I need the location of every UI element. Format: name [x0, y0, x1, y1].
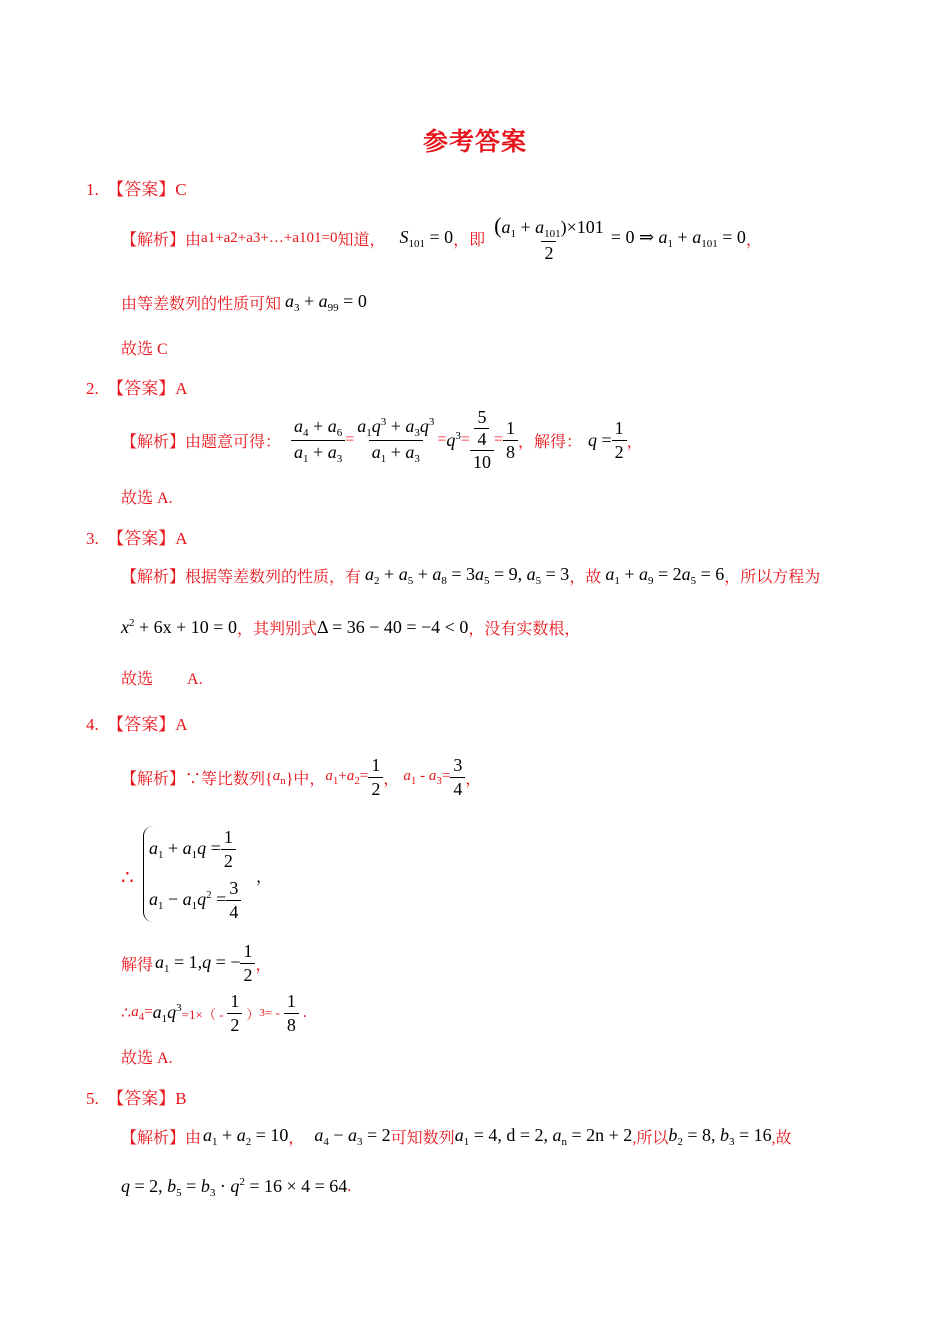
q5-eq1: $a_1 + a_2 = 10$	[203, 1124, 289, 1148]
q4-answer-label: 【答案】A	[107, 715, 188, 734]
q4-sys-eq1: =	[210, 837, 221, 858]
q4-system-comma: ，	[256, 869, 273, 886]
q4-two: 2	[227, 1013, 242, 1036]
q4-analysis	[121, 752, 481, 802]
q1-implies: = 0 ⇒	[610, 226, 655, 247]
q4-four: 4	[450, 777, 465, 800]
q4-comma: ，	[255, 956, 272, 974]
q4-solve-q: = −	[215, 951, 241, 972]
q3-eq1-a5: = 3	[545, 563, 570, 584]
q3-conclusion-a: 故选	[121, 671, 154, 688]
q1-s101-eq: = 0	[429, 226, 454, 247]
q4-two: 2	[221, 849, 236, 872]
q2-ten: 10	[470, 450, 494, 473]
q4-diff-eq: =	[441, 767, 451, 784]
q2-q: q =	[587, 429, 612, 450]
q5-text: 由	[185, 1129, 202, 1147]
q1-zero: = 0	[722, 226, 746, 247]
q3-eq2: $a_1 + a_9 = 2a_5 = 6$	[605, 563, 725, 587]
q3-analysis-label: 【解析】	[121, 568, 186, 586]
q1-text: ，即	[453, 231, 486, 249]
q4-text: ∵等比数列{	[185, 770, 273, 788]
q1-analysis	[121, 208, 762, 268]
q3-text: ，其判别式	[236, 620, 317, 638]
q5-line2-eq: q = 2, $b_5 = b_3 \cdot q^2 = 16 \times 4 = 64$	[121, 1175, 348, 1199]
q4-system-eq2: $a_1 - a_1q^2$ = $\frac{3}{4}$	[149, 877, 241, 923]
q3-text: 根据等差数列的性质，有	[185, 568, 362, 586]
q4-sum-eq: =	[359, 767, 369, 784]
q2-five: 5	[477, 407, 487, 427]
q2-four: 4	[474, 428, 489, 450]
q1-number: 1.	[86, 180, 99, 199]
q5-text: ,故	[771, 1129, 792, 1147]
q2-analysis	[121, 406, 643, 474]
q4-answer	[86, 710, 188, 735]
q1-analysis-label: 【解析】	[121, 231, 186, 249]
q2-answer-label: 【答案】A	[107, 379, 188, 398]
q1-frac-den: 2	[541, 241, 556, 264]
q3-equation: $x^2 + 6x + 10 = 0$	[121, 616, 237, 637]
q4-one: 1	[230, 990, 240, 1011]
q4-sys-frac1	[221, 827, 236, 872]
q3-answer	[86, 524, 188, 549]
q4-conclusion: 故选 A.	[121, 1050, 173, 1067]
q4-sys-frac2	[226, 878, 241, 923]
q5-text: 可知数列	[390, 1129, 455, 1147]
q5-eq4-b3: = 16	[738, 1124, 772, 1145]
q4-frac-half	[368, 755, 383, 800]
q5-answer-label: 【答案】B	[107, 1089, 187, 1108]
q5-line2-b5: =	[186, 1175, 197, 1196]
q4-two: 2	[368, 777, 383, 800]
q3-line2	[121, 615, 580, 639]
q2-q3: $q^3$	[446, 429, 461, 450]
q4-analysis-label: 【解析】	[121, 770, 186, 788]
q4-three: 3	[229, 877, 239, 898]
q5-line2-q: = 2,	[134, 1175, 163, 1196]
q5-analysis-label: 【解析】	[121, 1129, 186, 1147]
q5-text: ,所以	[632, 1129, 669, 1147]
q1-line2-eq: $a_3 + a_{99} = 0$	[285, 290, 367, 314]
q1-line2-text: 由等差数列的性质可知	[121, 295, 282, 313]
q3-text: ，故	[569, 568, 602, 586]
q3-delta: Δ = 36 − 40 = −4 < 0	[316, 616, 469, 637]
q1-line2-zero: = 0	[343, 290, 367, 311]
q4-three: 3	[453, 754, 463, 775]
q4-eight: 8	[284, 1013, 299, 1036]
q5-line2	[121, 1175, 351, 1199]
q5-answer	[86, 1084, 187, 1109]
q5-number: 5.	[86, 1089, 99, 1108]
q2-eq: =	[345, 431, 355, 448]
q5-eq2-2: = 2	[367, 1124, 391, 1145]
q3-eq2-2: = 2	[657, 563, 682, 584]
q2-one: 1	[505, 417, 515, 438]
q3-eq1: $a_2 + a_5 + a_8 = 3a_5 = 9$, $a_5 = 3$	[365, 563, 570, 587]
q5-eq3: $a_1 = 4$, d = 2, $a_n = 2n + 2$	[454, 1124, 633, 1148]
q4-solve-frac	[240, 941, 255, 986]
q3-text: ，所以方程为	[724, 568, 821, 586]
q1-frac-num: )×101	[560, 216, 604, 237]
q5-eq4: $b_2 = 8$, $b_3 = 16$	[668, 1124, 772, 1148]
q2-eight: 8	[503, 440, 518, 463]
q2-conclusion: 故选 A.	[121, 490, 173, 507]
q4-comma: ，	[383, 770, 400, 788]
q4-a4-end: ）	[246, 1006, 260, 1022]
q4-one: 1	[223, 826, 233, 847]
q2-two: 2	[612, 440, 627, 463]
q4-frac-3-4	[450, 755, 465, 800]
q4-an: $a_n$	[272, 767, 286, 787]
q4-a4-end2: = -	[264, 1005, 280, 1020]
q2-frac4	[503, 418, 518, 463]
q3-eq1-9: = 9,	[494, 563, 523, 584]
q4-solve-text: 解得	[121, 956, 154, 974]
q3-eq1-3: = 3	[451, 563, 475, 584]
q5-eq3-an: = 2n + 2	[571, 1124, 633, 1145]
q2-eq: =	[460, 431, 470, 448]
q5-eq3-text: = 4, d = 2,	[473, 1124, 548, 1145]
q4-a4-frac2	[284, 991, 299, 1036]
q4-therefore-2: ∴	[121, 1005, 132, 1022]
q2-one: 1	[614, 417, 624, 438]
q4-solve-a1: = 1,	[174, 951, 203, 972]
q4-text: }中，	[285, 770, 326, 788]
q1-text: 由	[185, 231, 202, 249]
page-title: 参考答案	[422, 129, 527, 156]
q1-answer-label: 【答案】C	[107, 180, 187, 199]
q5-line2-result: = 16 × 4 = 64	[249, 1175, 348, 1196]
q2-number: 2.	[86, 379, 99, 398]
q1-answer	[86, 175, 187, 200]
q3-eq2-6: = 6	[700, 563, 725, 584]
q4-sum: $a_1+a_2=$	[325, 767, 369, 787]
q5-eq1-10: = 10	[255, 1124, 289, 1145]
q3-text: ，没有实数根，	[468, 620, 581, 638]
q4-a4-eq: =1×（ -	[181, 1006, 224, 1022]
q5-period: .	[347, 1178, 352, 1195]
q4-one: 1	[371, 754, 381, 775]
q4-therefore: ∴	[121, 867, 134, 889]
q4-system-eq1: $a_1 + a_1q$ = $\frac{1}{2}$	[149, 826, 236, 872]
q4-solve	[121, 940, 272, 986]
q5-comma: ，	[288, 1129, 305, 1147]
q4-one: 1	[286, 990, 296, 1011]
q4-sys-eq2: =	[216, 888, 227, 909]
q1-s101: $S_{101} = 0$	[399, 226, 454, 250]
q3-analysis	[121, 563, 820, 587]
q4-one: 1	[243, 940, 253, 961]
q1-line2	[121, 290, 367, 314]
q4-number: 4.	[86, 715, 99, 734]
q1-sum-expr: a1+a2+a3+…+a101=0	[201, 229, 338, 246]
q2-solve-text: ，解得：	[517, 433, 582, 451]
q1-text: 知道，	[337, 231, 386, 249]
q4-solve-eq: $a_1 = 1,q$ = −	[155, 951, 241, 975]
q3-conclusion	[121, 666, 203, 689]
q2-frac3	[470, 407, 494, 473]
q2-text: 由题意可得：	[185, 433, 282, 451]
q4-period: .	[302, 1004, 307, 1021]
q4-two: 2	[240, 963, 255, 986]
q5-analysis	[121, 1124, 792, 1148]
q3-conclusion-b: A.	[187, 671, 203, 688]
q1-conclusion: 故选 C	[121, 341, 168, 358]
q2-analysis-label: 【解析】	[121, 433, 186, 451]
q1-comma: ，	[745, 231, 762, 249]
q5-eq4-b2: = 8,	[687, 1124, 716, 1145]
q2-answer	[86, 374, 188, 399]
q1-result: = 0 ⇒ $a_1 + a_{101} = 0$	[610, 226, 746, 250]
q3-number: 3.	[86, 529, 99, 548]
q2-frac1: $\frac{a_4 + a_6}{a_1 + a_3}$	[291, 416, 345, 465]
q2-frac5	[612, 418, 627, 463]
q2-comma: ，	[626, 433, 643, 451]
q4-a4: ∴ $a_4=$ $a_1q^3$ =1×（ - $\frac{1}{2}$ ） 3 = - $\frac{1}{8}$ .	[121, 990, 307, 1035]
q4-a4-frac1	[227, 991, 242, 1036]
q3-equation-text: + 6x + 10 = 0	[139, 616, 237, 637]
q2-eq: =	[493, 431, 503, 448]
q4-comma: ，	[465, 770, 482, 788]
q5-line2-dot: ·	[219, 1175, 226, 1196]
q4-diff: $a_1 - a_3=$	[403, 767, 451, 787]
q2-eq: =	[437, 431, 447, 448]
q4-four: 4	[226, 900, 241, 923]
q3-answer-label: 【答案】A	[107, 529, 188, 548]
q5-eq2: $a_4 - a_3 = 2$	[314, 1124, 391, 1148]
q1-fraction: $\frac{(a_1 + a_{101})\times 101}{2}$	[494, 212, 604, 263]
q2-frac2: $\frac{a_1q^3 + a_3q^3}{a_1 + a_3}$	[357, 415, 435, 465]
